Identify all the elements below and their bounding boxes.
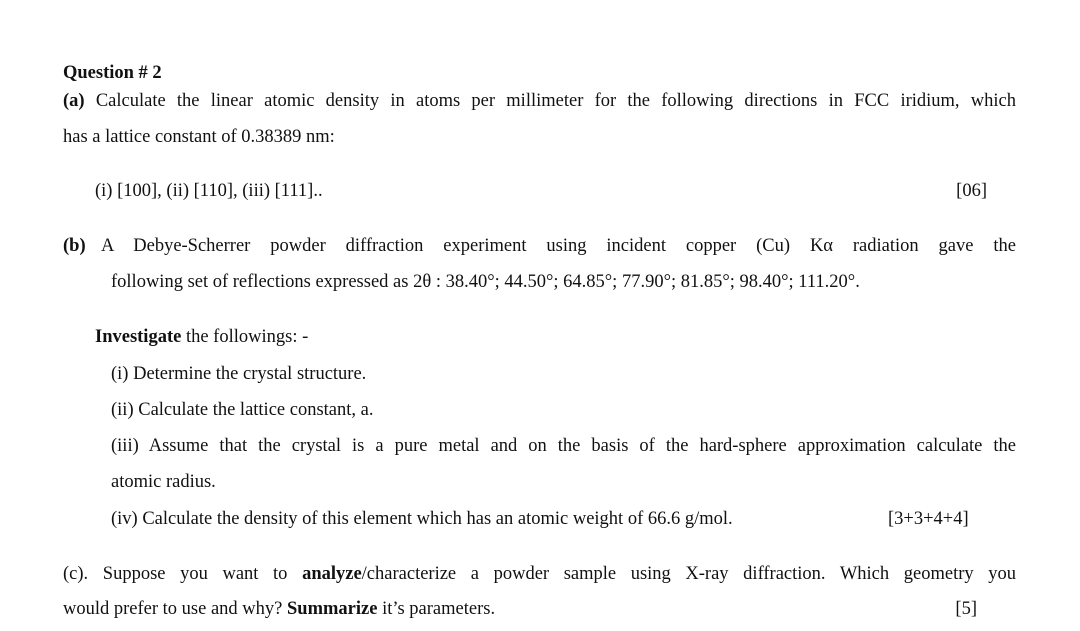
part-a-label: (a) xyxy=(63,91,85,111)
part-b-item-2: (ii) Calculate the lattice constant, a. xyxy=(111,400,374,420)
investigate-rest: the followings: - xyxy=(181,327,309,347)
part-c-text-1b: /characterize a powder sample using X-ray diffraction. Which geometry you xyxy=(361,564,1016,584)
part-b-label: (b) xyxy=(63,236,86,256)
part-b-text-2: following set of reflections expressed as 2θ : 38.40°; 44.50°; 64.85°; 77.90°; 81.85°; 98.40°; 111.20°. xyxy=(111,272,860,292)
part-c-analyze: analyze xyxy=(302,564,362,584)
part-a-line-2: has a lattice constant of 0.38389 nm: xyxy=(63,127,335,147)
part-c-text-2a: would prefer to use and why? xyxy=(63,599,287,619)
part-c-text-2b: it’s parameters. xyxy=(377,599,496,619)
part-c-marks: [5] xyxy=(955,599,977,619)
part-b-item-4: (iv) Calculate the density of this element which has an atomic weight of 66.6 g/mol. xyxy=(111,509,733,529)
part-b-item-3: (iii) Assume that the crystal is a pure metal and on the basis of the hard-sphere approximation calculate the xyxy=(111,436,1016,456)
part-c-text-1a: (c). Suppose you want to xyxy=(63,564,303,584)
part-b-marks: [3+3+4+4] xyxy=(888,509,969,529)
question-title: Question # 2 xyxy=(63,63,162,83)
part-b-item-3-cont: atomic radius. xyxy=(111,472,216,492)
part-c-line-1 xyxy=(63,563,1016,585)
part-c-line-2 xyxy=(63,598,495,620)
part-b-item-1: (i) Determine the crystal structure. xyxy=(111,364,367,384)
part-a-text-1: Calculate the linear atomic density in atoms per millimeter for the following directions in FCC iridium, which xyxy=(84,91,1016,111)
part-a-directions: (i) [100], (ii) [110], (iii) [111].. xyxy=(95,181,323,201)
investigate-bold: Investigate xyxy=(95,327,182,347)
part-a-marks: [06] xyxy=(956,181,987,201)
part-b-investigate xyxy=(95,326,308,348)
part-c-summarize: Summarize xyxy=(287,599,378,619)
part-a-line-1 xyxy=(63,90,1016,112)
part-b-text-1: A Debye-Scherrer powder diffraction experiment using incident copper (Cu) Kα radiation gave the xyxy=(101,236,1016,256)
